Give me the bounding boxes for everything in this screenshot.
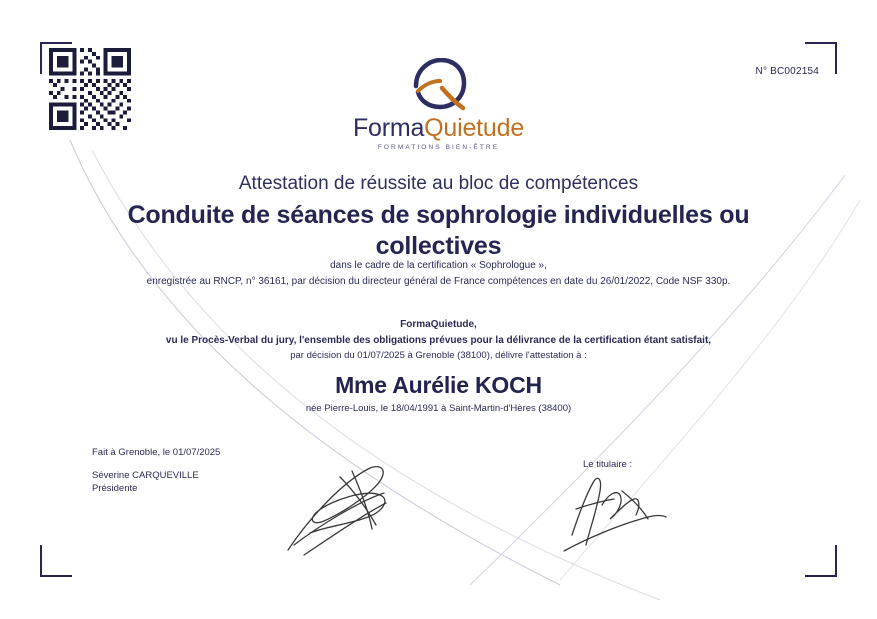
- corner-bracket-bottom-right: [805, 545, 837, 577]
- logo-word-forma: Forma: [352, 114, 425, 142]
- brand-logo: [0, 58, 877, 151]
- certification-framework: [70, 258, 807, 289]
- framework-line-1: dans le cadre de la certification « Sophrologue »,: [330, 260, 547, 271]
- formaquietude-logo-icon: [406, 58, 472, 114]
- president-signature-image: [280, 455, 410, 565]
- attestation-heading: Attestation de réussite au bloc de compétences: [238, 173, 639, 194]
- signatory-name: Séverine CARQUEVILLE: [92, 469, 199, 481]
- decision-line: par décision du 01/07/2025 à Grenoble (38100), délivre l'attestation à :: [290, 350, 587, 361]
- jury-statement: [70, 317, 807, 349]
- issuer-name: FormaQuietude,: [400, 319, 477, 330]
- holder-name: Mme Aurélie KOCH: [335, 372, 542, 398]
- jury-line: vu le Procès-Verbal du jury, l'ensemble des obligations prévues pour la délivrance de la certification étant satisfait,: [165, 335, 712, 346]
- holder-signature-label: Le titulaire :: [583, 459, 633, 470]
- issuer-signature-block: [92, 446, 220, 495]
- certificate-serial-number: N° BC002154: [755, 66, 819, 77]
- corner-bracket-bottom-left: [40, 545, 72, 577]
- logo-word-quietude: Quietude: [424, 114, 525, 142]
- signatory-role: Présidente: [92, 482, 138, 494]
- place-and-date: Fait à Grenoble, le 01/07/2025: [92, 447, 221, 458]
- competence-block-title: Conduite de séances de sophrologie individuelles ou collectives: [127, 201, 750, 261]
- holder-birth-details: née Pierre-Louis, le 18/04/1991 à Saint-Martin-d'Hères (38400): [305, 403, 572, 414]
- logo-wordmark: [0, 116, 877, 141]
- logo-tagline: FORMATIONS BIEN-ÊTRE: [377, 144, 500, 151]
- holder-signature-image: [562, 465, 672, 565]
- framework-line-2: enregistrée au RNCP, n° 36161, par décision du directeur général de France compétences en date du 26/01/2022, Code NSF 330p.: [146, 275, 731, 287]
